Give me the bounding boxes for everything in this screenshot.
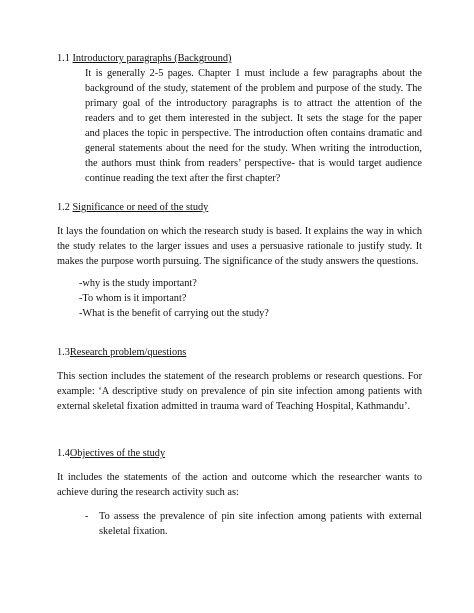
question-item: -To whom is it important? [79, 293, 187, 304]
section-number: 1.4 [57, 448, 70, 459]
section-heading [57, 345, 422, 360]
section-research-problem [57, 345, 422, 414]
section-body: This section includes the statement of the research problems or research questions. For example: ‘A descriptive study on prevalence of pin site infection among patients with external skeletal fixation admitted in trauma ward of Teaching Hospital, Kathmandu’. [57, 371, 422, 412]
section-number: 1.3 [57, 347, 70, 358]
section-body: It includes the statements of the action and outcome which the researcher wants to achieve during the research activity such as: [57, 472, 422, 498]
objective-text: To assess the prevalence of pin site infection among patients with external skeletal fixation. [99, 511, 422, 537]
section-objectives [57, 446, 422, 539]
section-title: Introductory paragraphs (Background) [72, 53, 232, 64]
section-title: Objectives of the study [69, 448, 166, 459]
section-significance [57, 200, 422, 321]
section-heading [57, 200, 422, 215]
objective-item [57, 509, 422, 539]
list-bullet: - [85, 511, 89, 522]
section-title: Significance or need of the study [72, 202, 209, 213]
section-body: It is generally 2-5 pages. Chapter 1 must include a few paragraphs about the background of the study, statement of the problem and purpose of the study. The primary goal of the introductory paragraphs is to attract the attention of the readers and to get them interested in the subject. It sets the stage for the paper and places the topic in perspective. The introduction often contains dramatic and general statements about the need for the study. When writing the introduction, the authors must think from readers’ perspective- that is would target audience continue reading the text after the first chapter? [85, 68, 422, 184]
section-heading [57, 446, 422, 461]
section-background [57, 51, 422, 186]
section-heading [57, 51, 422, 66]
section-number: 1.1 [57, 53, 70, 64]
objective-list [57, 509, 422, 539]
section-title: Research problem/questions [69, 347, 187, 358]
section-number: 1.2 [57, 202, 70, 213]
question-item: -why is the study important? [79, 278, 197, 289]
question-list [57, 276, 422, 321]
question-item: -What is the benefit of carrying out the study? [79, 308, 269, 319]
section-body: It lays the foundation on which the research study is based. It explains the way in which the study relates to the larger issues and uses a persuasive rationale to justify study. It makes the purpose worth pursuing. The significance of the study answers the questions. [57, 226, 422, 267]
